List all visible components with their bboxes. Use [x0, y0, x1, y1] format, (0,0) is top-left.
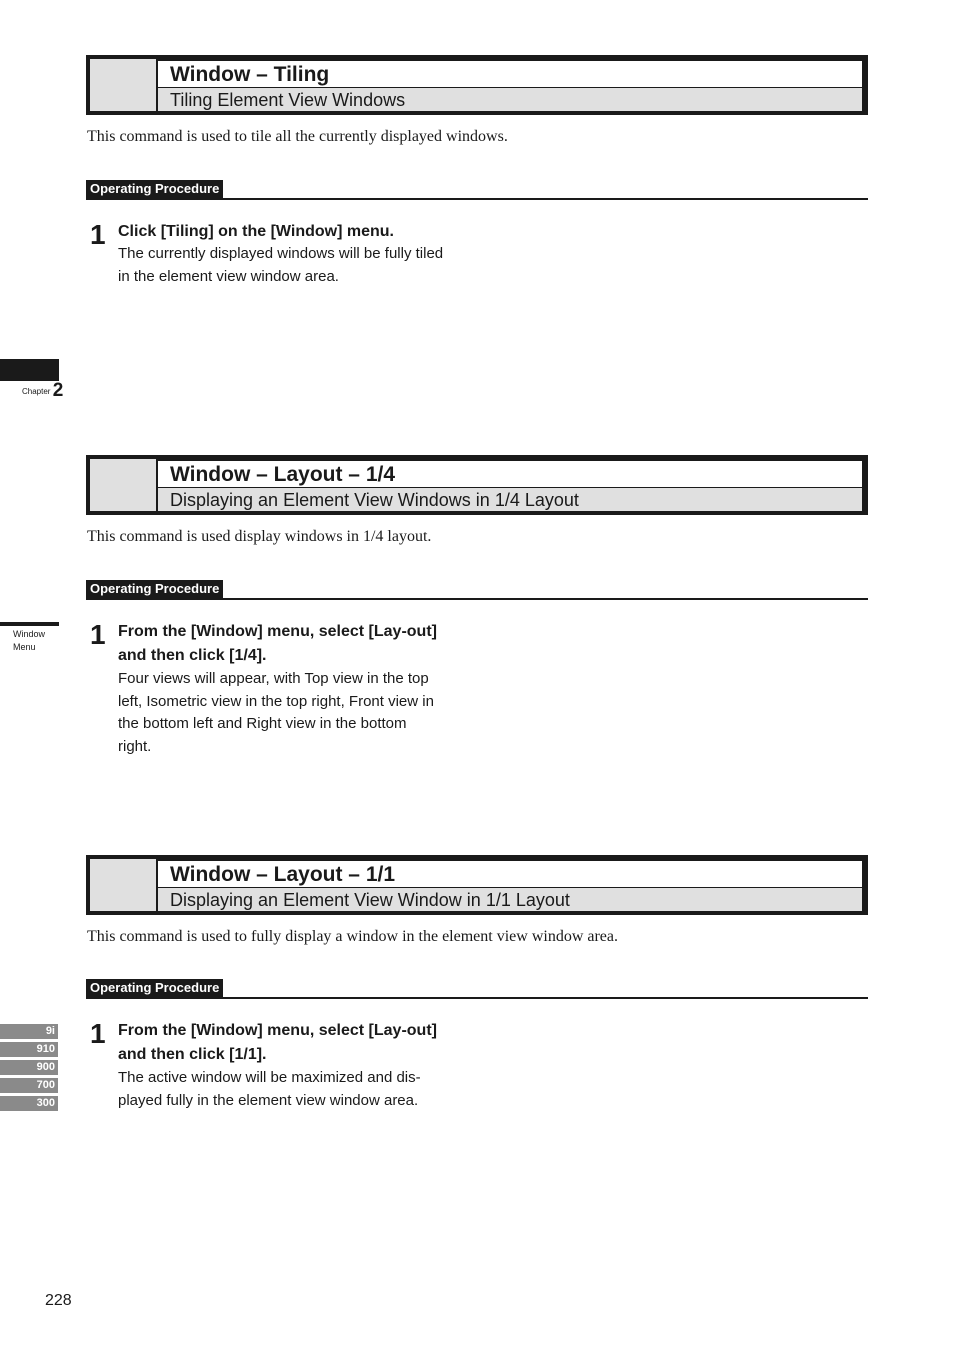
model-badge: 910 [0, 1042, 58, 1057]
menu-label-line2: Menu [13, 642, 36, 652]
model-badge: 900 [0, 1060, 58, 1075]
chapter-label [22, 380, 64, 401]
menu-label-rule [0, 622, 59, 626]
model-list [0, 1024, 58, 1114]
operating-procedure-bar [86, 979, 868, 999]
section-intro: This command is used to tile all the currently displayed windows. [87, 128, 508, 145]
page-number: 228 [45, 1292, 72, 1309]
menu-label-line1: Window [13, 629, 46, 639]
step-number: 1 [90, 1018, 106, 1049]
operating-procedure-bar [86, 580, 868, 600]
step-description: Four views will appear, with Top view in the top left, Isometric view in the top right, Front view in the bottom left and Right view in the bottom right. [118, 670, 434, 755]
chapter-number: 2 [52, 380, 64, 401]
step-number: 1 [90, 219, 106, 250]
model-badge: 9i [0, 1024, 58, 1039]
operating-procedure-label: Operating Procedure [86, 580, 223, 598]
step-instruction: Click [Tiling] on the [Window] menu. [118, 223, 394, 240]
step-description: The currently displayed windows will be fully tiled in the element view window area. [118, 245, 444, 285]
step-instruction: From the [Window] menu, select [Lay-out] and then click [1/4]. [118, 623, 437, 664]
section-header-layout-quarter [86, 455, 868, 515]
model-badge: 300 [0, 1096, 58, 1111]
section-subtitle: Displaying an Element View Window in 1/1 Layout [170, 890, 570, 910]
chapter-tab [0, 359, 59, 381]
operating-procedure-label: Operating Procedure [86, 180, 223, 198]
section-subtitle: Tiling Element View Windows [170, 90, 406, 110]
chapter-word: Chapter [22, 387, 51, 396]
section-title: Window – Tiling [158, 61, 862, 88]
procedure-step [90, 620, 450, 760]
step-description: The active window will be maximized and dis-played fully in the element view window area. [118, 1069, 421, 1109]
procedure-step [90, 220, 450, 300]
section-header-tiling [86, 55, 868, 115]
model-badge: 700 [0, 1078, 58, 1093]
step-number: 1 [90, 619, 106, 650]
operating-procedure-bar [86, 180, 868, 200]
step-instruction: From the [Window] menu, select [Lay-out] and then click [1/1]. [118, 1022, 437, 1063]
section-intro: This command is used to fully display a window in the element view window area. [87, 928, 618, 945]
procedure-step [90, 1019, 450, 1119]
section-subtitle: Displaying an Element View Windows in 1/4 Layout [170, 490, 579, 510]
section-header-layout-full [86, 855, 868, 915]
section-title: Window – Layout – 1/1 [158, 861, 862, 888]
menu-label [13, 628, 45, 654]
operating-procedure-label: Operating Procedure [86, 979, 223, 997]
section-intro: This command is used display windows in 1/4 layout. [87, 528, 432, 545]
section-title: Window – Layout – 1/4 [158, 461, 862, 488]
